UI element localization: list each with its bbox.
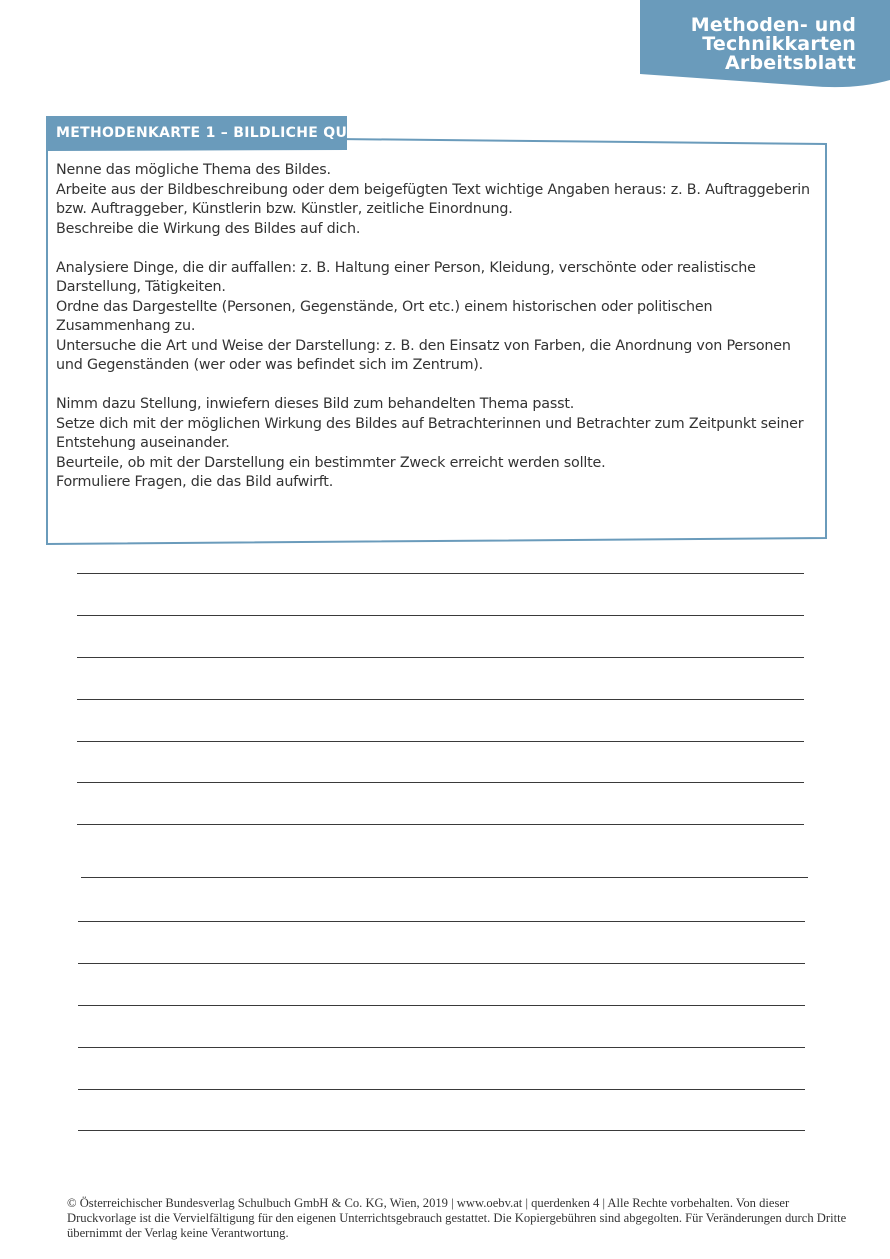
writing-line[interactable] (78, 963, 805, 964)
writing-line[interactable] (78, 1130, 805, 1131)
writing-line[interactable] (78, 1047, 805, 1048)
badge-line-3: Arbeitsblatt (725, 52, 856, 74)
paragraph-gap (56, 239, 820, 259)
instruction-line: Untersuche die Art und Weise der Darstellung: z. B. den Einsatz von Farben, die Anordnung von Personen und Gegenständen (wer oder was befindet sich im Zentrum). (56, 337, 791, 373)
writing-line[interactable] (77, 615, 804, 616)
copyright-footer: © Österreichischer Bundesverlag Schulbuch GmbH & Co. KG, Wien, 2019 | www.oebv.at | querdenken 4 | Alle Rechte vorbehalten. Von dieser Druckvorlage ist die Vervielfältigung für den eigenen Unterrichtsgebrauch gestattet. Die Kopiergebühren sind abgegolten. Für Veränderungen durch Dritte übernimmt der Verlag keine Verantwortung. (67, 1196, 847, 1240)
instruction-line: Ordne das Dargestellte (Personen, Gegenstände, Ort etc.) einem historischen oder politischen Zusammenhang zu. (56, 298, 713, 334)
method-card (40, 110, 840, 555)
method-card-instructions (56, 161, 820, 493)
writing-line[interactable] (81, 877, 808, 878)
worksheet-corner-badge (640, 0, 890, 88)
badge-line-1: Methoden- und (690, 14, 856, 36)
writing-line[interactable] (77, 699, 804, 700)
paragraph-gap (56, 376, 820, 396)
writing-line[interactable] (77, 573, 804, 574)
badge-title (691, 16, 856, 73)
instruction-line: Nenne das mögliche Thema des Bildes. (56, 162, 331, 178)
writing-line[interactable] (78, 921, 805, 922)
instruction-line: Formuliere Fragen, die das Bild aufwirft. (56, 474, 334, 490)
instruction-line: Setze dich mit der möglichen Wirkung des Bildes auf Betrachterinnen und Betrachter zum Zeitpunkt seiner Entstehung auseinander. (56, 415, 804, 451)
instruction-line: Beurteile, ob mit der Darstellung ein bestimmter Zweck erreicht werden sollte. (56, 454, 606, 471)
writing-line[interactable] (77, 824, 804, 825)
instruction-line: Analysiere Dinge, die dir auffallen: z. B. Haltung einer Person, Kleidung, verschönte oder realistische Darstellung, Tätigkeiten. (56, 259, 756, 295)
writing-line[interactable] (77, 782, 804, 783)
instruction-line: Nimm dazu Stellung, inwiefern dieses Bild zum behandelten Thema passt. (56, 396, 575, 412)
instruction-line: Arbeite aus der Bildbeschreibung oder dem beigefügten Text wichtige Angaben heraus: z. B. Auftraggeberin bzw. Auftraggeber, Künstlerin bzw. Künstler, zeitliche Einordnung. (56, 181, 810, 217)
instruction-line: Beschreibe die Wirkung des Bildes auf dich. (56, 220, 361, 237)
method-card-title: METHODENKARTE 1 – BILDLICHE QUELLE (56, 125, 386, 141)
badge-line-2: Technikkarten (702, 33, 856, 55)
writing-line[interactable] (77, 657, 804, 658)
writing-line[interactable] (77, 741, 804, 742)
writing-line[interactable] (78, 1005, 805, 1006)
writing-line[interactable] (78, 1089, 805, 1090)
